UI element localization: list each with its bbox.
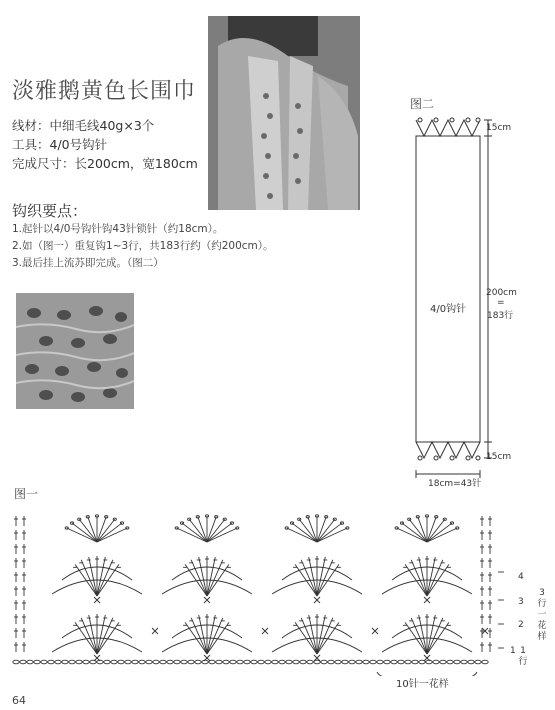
figure1-repeat-side [536, 588, 548, 643]
section-title: 钩织要点： [12, 202, 88, 220]
figure2-length: 200cm [486, 288, 517, 298]
repeat-side-3: 一 [537, 610, 547, 620]
figure1-row-label-4: 4 [518, 572, 524, 582]
figure2-length-rows: 183行 [487, 311, 514, 321]
figure1-row-label-3: 3 [518, 597, 524, 607]
page-number: 64 [12, 694, 26, 707]
stitch-closeup-photo [16, 293, 134, 409]
repeat-side-1: 3 [539, 588, 545, 598]
page-title: 淡雅鹅黄色长围巾 [12, 79, 197, 104]
step-3: 3.最后挂上流苏即完成。（图二） [12, 257, 164, 269]
figure2-label: 图二 [410, 97, 435, 111]
scarf-photo-top-graphic [208, 16, 360, 210]
figure1-crochet-chart [12, 508, 504, 676]
stitch-closeup-graphic [16, 293, 134, 409]
figure1-first-row [518, 646, 528, 668]
figure1-row-label-1: 1 [510, 646, 516, 656]
repeat-side-5: 样 [537, 632, 547, 642]
scarf-photo-top [208, 16, 360, 210]
spec-size: 完成尺寸：长200cm，宽180cm [12, 156, 198, 171]
figure2-top-fringe: 15cm [486, 123, 512, 133]
figure1-label: 图一 [14, 487, 39, 501]
figure2-bottom-fringe: 15cm [486, 452, 512, 462]
figure2-width: 18cm=43针 [428, 479, 482, 489]
spec-yarn: 线材：中细毛线40g×3个 [12, 118, 155, 133]
figure1-row-label-2: 2 [518, 620, 524, 630]
figure1-repeat-label: 10针一花样 [396, 679, 449, 690]
figure2-center-label: 4/0钩针 [430, 304, 467, 315]
repeat-side-2: 行 [537, 599, 547, 609]
step-2: 2.如（图一）重复钩1~3行，共183行约（约200cm）。 [12, 240, 274, 252]
step-1: 1.起针以4/0号钩针钩43针锁针（约18cm）。 [12, 223, 224, 235]
spec-tool: 工具：4/0号钩针 [12, 137, 108, 152]
repeat-side-4: 花 [537, 621, 547, 631]
first-row-2: 行 [518, 657, 528, 667]
first-row-1: 1 [520, 646, 526, 656]
figure2-length-eq: = [497, 298, 505, 308]
